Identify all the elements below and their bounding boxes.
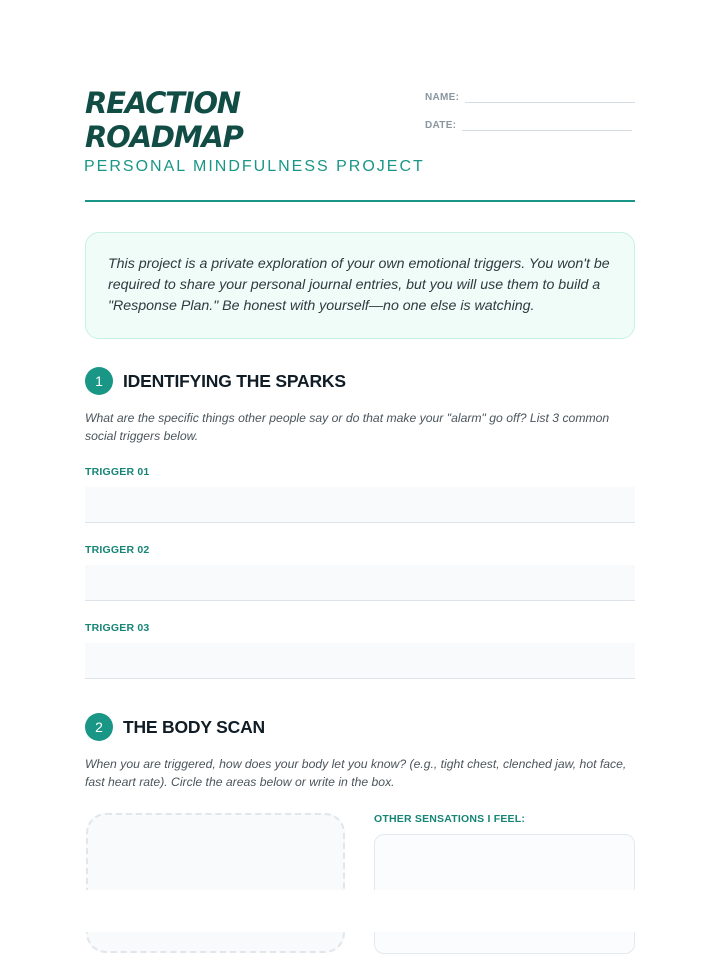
section-1-header [85,367,346,395]
section-1-number-badge: 1 [85,367,113,395]
date-input-line[interactable] [462,116,632,131]
date-field [425,116,632,131]
name-label: NAME: [425,92,460,103]
date-label: DATE: [425,120,457,131]
name-input-line[interactable] [465,88,635,103]
page-bottom-cutoff [0,890,720,932]
trigger-03-label: TRIGGER 03 [85,622,150,634]
trigger-01-label: TRIGGER 01 [85,466,150,478]
section-2-description: When you are triggered, how does your body let you know? (e.g., tight chest, clenched jaw, hot face, fast heart rate). Circle the areas below or write in the box. [85,757,627,789]
trigger-02-input[interactable] [85,565,635,601]
header-divider [85,200,635,202]
sensations-label: OTHER SENSATIONS I FEEL: [374,813,526,825]
section-2-header [85,713,265,741]
section-2-title: THE BODY SCAN [123,716,265,737]
intro-text: This project is a private exploration of your own emotional triggers. You won't be required to share your personal journal entries, but you will use them to build a "Response Plan." Be honest with yourself—no one else is watching. [108,256,610,314]
page-subtitle: PERSONAL MINDFULNESS PROJECT [84,158,425,175]
section-2-number-badge: 2 [85,713,113,741]
intro-callout [85,232,635,339]
body-diagram-area[interactable] [86,813,345,953]
trigger-03-input[interactable] [85,643,635,679]
page-title [85,86,243,154]
title-line-1: REACTION [85,86,240,120]
section-1-description: What are the specific things other people say or do that make your "alarm" go off? List 3 common social triggers below. [85,411,610,443]
section-1-title: IDENTIFYING THE SPARKS [123,370,346,391]
name-field [425,88,635,103]
title-line-2: ROADMAP [85,120,243,154]
trigger-01-input[interactable] [85,487,635,523]
trigger-02-label: TRIGGER 02 [85,544,150,556]
